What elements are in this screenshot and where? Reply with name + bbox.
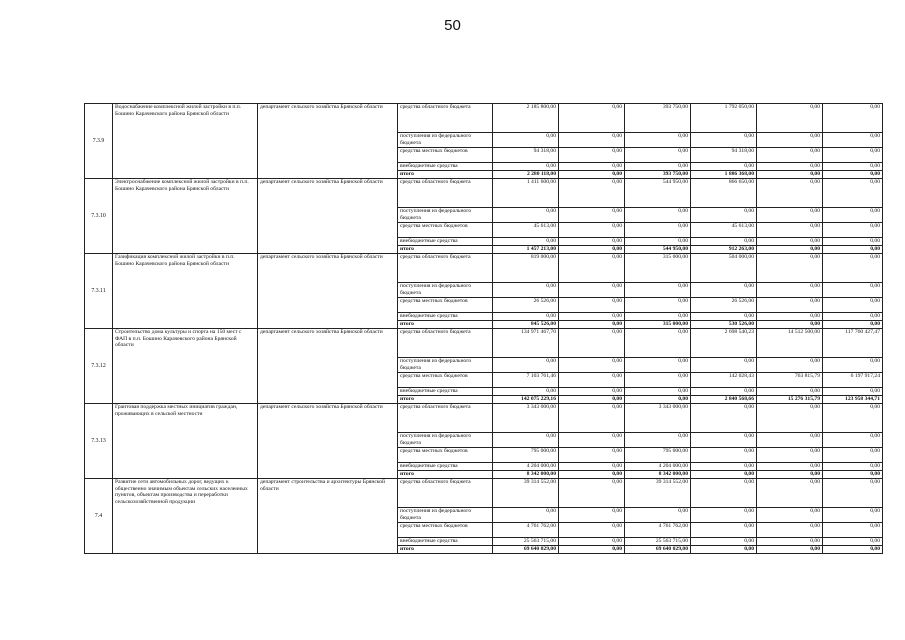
amount-cell: 0,00 [559,148,625,163]
amount-cell: 0,00 [823,283,883,298]
amount-cell: 0,00 [559,208,625,223]
amount-cell: 0,00 [691,133,757,148]
amount-cell: 0,00 [493,433,559,448]
amount-cell: 8 342 000,00 [493,471,559,479]
amount-cell: 0,00 [757,388,823,396]
item-name: Газификация комплексной жилой застройки в п.п. Бошино Карачевского района Брянской области [113,254,258,329]
amount-cell: 0,00 [625,433,691,448]
amount-cell: 0,00 [691,463,757,471]
amount-cell: 0,00 [823,538,883,546]
amount-cell: 15 276 315,79 [757,396,823,404]
table-row [85,254,883,283]
amount-cell: 0,00 [559,471,625,479]
amount-cell: 0,00 [559,104,625,133]
funding-source: средства местных бюджетов [398,148,493,163]
amount-cell: 0,00 [757,523,823,538]
amount-cell: 0,00 [823,471,883,479]
amount-cell: 3 343 000,00 [625,404,691,433]
amount-cell: 4 761 762,00 [625,523,691,538]
amount-cell: 0,00 [625,223,691,238]
amount-cell: 3 343 000,00 [493,404,559,433]
item-name: Электроснабжение комплексной жилой застройки в п.п. Бошино Карачевского района Брянской области [113,179,258,254]
amount-cell: 0,00 [757,254,823,283]
amount-cell: 0,00 [559,223,625,238]
amount-cell: 0,00 [625,373,691,388]
amount-cell: 4 204 000,00 [493,463,559,471]
amount-cell: 0,00 [691,508,757,523]
amount-cell: 819 000,00 [493,254,559,283]
amount-cell: 0,00 [823,546,883,554]
amount-cell: 0,00 [559,538,625,546]
funding-source: поступления из федерального бюджета [398,508,493,523]
amount-cell: 0,00 [691,388,757,396]
amount-cell: 0,00 [823,104,883,133]
amount-cell: 0,00 [493,388,559,396]
amount-cell: 0,00 [757,298,823,313]
amount-cell: 142 028,43 [691,373,757,388]
amount-cell: 0,00 [823,508,883,523]
amount-cell: 315 000,00 [625,321,691,329]
amount-cell: 0,00 [823,433,883,448]
amount-cell: 0,00 [691,448,757,463]
amount-cell: 0,00 [559,313,625,321]
amount-cell: 69 640 029,00 [625,546,691,554]
amount-cell: 0,00 [493,208,559,223]
amount-cell: 0,00 [691,163,757,171]
amount-cell: 0,00 [823,388,883,396]
amount-cell: 69 640 029,00 [493,546,559,554]
amount-cell: 0,00 [493,358,559,373]
amount-cell: 0,00 [757,471,823,479]
amount-cell: 4 204 000,00 [625,463,691,471]
item-code: 7.3.10 [85,179,113,254]
amount-cell: 0,00 [559,133,625,148]
amount-cell: 0,00 [625,208,691,223]
amount-cell: 0,00 [625,298,691,313]
amount-cell: 1 886 368,00 [691,171,757,179]
amount-cell: 0,00 [691,208,757,223]
amount-cell: 544 950,00 [625,179,691,208]
amount-cell: 0,00 [823,246,883,254]
funding-source: итого [398,171,493,179]
item-executor: департамент сельского хозяйства Брянской области [258,254,398,329]
amount-cell: 123 958 344,71 [823,396,883,404]
amount-cell: 0,00 [757,246,823,254]
table-row [85,404,883,433]
amount-cell: 866 650,00 [691,179,757,208]
funding-source: итого [398,246,493,254]
amount-cell: 2 280 118,00 [493,171,559,179]
amount-cell: 0,00 [823,463,883,471]
amount-cell: 0,00 [691,471,757,479]
amount-cell: 0,00 [757,479,823,508]
amount-cell: 14 512 500,00 [757,329,823,358]
amount-cell: 0,00 [823,254,883,283]
amount-cell: 0,00 [691,538,757,546]
amount-cell: 4 761 762,00 [493,523,559,538]
funding-source: средства областного бюджета [398,404,493,433]
funding-source: поступления из федерального бюджета [398,433,493,448]
funding-source: поступления из федерального бюджета [398,358,493,373]
item-executor: департамент строительства и архитектуры Брянской области [258,479,398,554]
amount-cell: 0,00 [559,546,625,554]
funding-source: поступления из федерального бюджета [398,133,493,148]
amount-cell: 0,00 [625,329,691,358]
amount-cell: 0,00 [757,433,823,448]
funding-source: внебюджетные средства [398,463,493,471]
funding-source: итого [398,321,493,329]
amount-cell: 0,00 [823,208,883,223]
funding-source: средства местных бюджетов [398,298,493,313]
amount-cell: 0,00 [757,163,823,171]
amount-cell: 0,00 [625,148,691,163]
amount-cell: 0,00 [625,238,691,246]
table-row [85,104,883,133]
funding-source: средства областного бюджета [398,479,493,508]
item-executor: департамент сельского хозяйства Брянской области [258,329,398,404]
amount-cell: 393 750,00 [625,104,691,133]
item-code: 7.3.13 [85,404,113,479]
item-name: Грантовая поддержка местных инициатив граждан, проживающих в сельской местности [113,404,258,479]
amount-cell: 0,00 [691,479,757,508]
amount-cell: 0,00 [559,321,625,329]
amount-cell: 45 613,00 [691,223,757,238]
amount-cell: 0,00 [559,238,625,246]
amount-cell: 0,00 [559,388,625,396]
amount-cell: 0,00 [823,321,883,329]
amount-cell: 0,00 [757,546,823,554]
amount-cell: 0,00 [823,479,883,508]
amount-cell: 0,00 [625,133,691,148]
funding-source: средства областного бюджета [398,254,493,283]
amount-cell: 0,00 [625,358,691,373]
funding-source: внебюджетные средства [398,163,493,171]
amount-cell: 912 263,00 [691,246,757,254]
amount-cell: 0,00 [757,171,823,179]
funding-source: средства областного бюджета [398,104,493,133]
amount-cell: 795 000,00 [625,448,691,463]
item-executor: департамент сельского хозяйства Брянской области [258,104,398,179]
amount-cell: 2 698 540,23 [691,329,757,358]
amount-cell: 8 342 000,00 [625,471,691,479]
amount-cell: 0,00 [625,313,691,321]
funding-source: внебюджетные средства [398,238,493,246]
amount-cell: 0,00 [559,523,625,538]
item-name: Развитие сети автомобильных дорог, ведущих к общественно значимым объектам сельских населенных пунктов, объектам производства и переработки сельскохозяйственной продукции [113,479,258,554]
amount-cell: 94 318,00 [691,148,757,163]
amount-cell: 0,00 [559,298,625,313]
amount-cell: 0,00 [757,321,823,329]
amount-cell: 0,00 [559,246,625,254]
funding-source: итого [398,471,493,479]
amount-cell: 0,00 [823,163,883,171]
amount-cell: 0,00 [559,163,625,171]
funding-source: поступления из федерального бюджета [398,283,493,298]
amount-cell: 0,00 [823,238,883,246]
amount-cell: 0,00 [823,404,883,433]
amount-cell: 795 000,00 [493,448,559,463]
amount-cell: 7 103 761,46 [493,373,559,388]
amount-cell: 0,00 [757,283,823,298]
amount-cell: 530 526,00 [691,321,757,329]
amount-cell: 1 411 600,00 [493,179,559,208]
item-executor: департамент сельского хозяйства Брянской области [258,404,398,479]
amount-cell: 0,00 [493,283,559,298]
amount-cell: 544 950,00 [625,246,691,254]
table-row [85,329,883,358]
item-code: 7.3.9 [85,104,113,179]
funding-source: средства местных бюджетов [398,523,493,538]
amount-cell: 0,00 [559,254,625,283]
table-row [85,179,883,208]
amount-cell: 0,00 [757,404,823,433]
amount-cell: 142 075 229,16 [493,396,559,404]
amount-cell: 1 457 213,00 [493,246,559,254]
budget-table [84,103,883,554]
amount-cell: 0,00 [757,508,823,523]
amount-cell: 0,00 [823,358,883,373]
amount-cell: 393 750,00 [625,171,691,179]
amount-cell: 26 526,00 [493,298,559,313]
amount-cell: 0,00 [691,238,757,246]
item-code: 7.3.12 [85,329,113,404]
amount-cell: 0,00 [757,179,823,208]
amount-cell: 315 000,00 [625,254,691,283]
funding-source: внебюджетные средства [398,388,493,396]
amount-cell: 0,00 [559,358,625,373]
amount-cell: 134 971 467,70 [493,329,559,358]
amount-cell: 0,00 [757,104,823,133]
amount-cell: 45 613,00 [493,223,559,238]
amount-cell: 94 318,00 [493,148,559,163]
amount-cell: 0,00 [757,223,823,238]
amount-cell: 845 526,00 [493,321,559,329]
amount-cell: 25 563 715,00 [625,538,691,546]
item-name: Строительство дома культуры и спорта на 150 мест с ФАП в п.п. Бошино Карачевского района Брянской области [113,329,258,404]
funding-source: средства областного бюджета [398,179,493,208]
page-number: 50 [444,17,461,34]
amount-cell: 0,00 [691,313,757,321]
amount-cell: 504 000,00 [691,254,757,283]
amount-cell: 0,00 [559,404,625,433]
funding-source: средства местных бюджетов [398,373,493,388]
amount-cell: 0,00 [625,388,691,396]
amount-cell: 0,00 [823,171,883,179]
amount-cell: 0,00 [493,313,559,321]
item-name: Водоснабжение комплексной жилой застройки в п.п. Бошино Карачевского района Брянской области [113,104,258,179]
amount-cell: 0,00 [559,479,625,508]
amount-cell: 2 840 568,66 [691,396,757,404]
table-row [85,479,883,508]
funding-source: внебюджетные средства [398,538,493,546]
funding-source: поступления из федерального бюджета [398,208,493,223]
amount-cell: 0,00 [691,283,757,298]
amount-cell: 0,00 [625,283,691,298]
amount-cell: 0,00 [823,448,883,463]
amount-cell: 0,00 [823,179,883,208]
amount-cell: 0,00 [559,373,625,388]
amount-cell: 763 815,79 [757,373,823,388]
funding-source: средства областного бюджета [398,329,493,358]
amount-cell: 25 563 715,00 [493,538,559,546]
amount-cell: 0,00 [559,448,625,463]
amount-cell: 6 197 917,24 [823,373,883,388]
amount-cell: 0,00 [757,448,823,463]
item-code: 7.4 [85,479,113,554]
amount-cell: 0,00 [823,298,883,313]
item-executor: департамент сельского хозяйства Брянской области [258,179,398,254]
amount-cell: 0,00 [559,396,625,404]
amount-cell: 0,00 [691,546,757,554]
amount-cell: 0,00 [493,238,559,246]
funding-source: итого [398,546,493,554]
amount-cell: 0,00 [625,508,691,523]
amount-cell: 0,00 [625,396,691,404]
amount-cell: 0,00 [823,223,883,238]
funding-source: итого [398,396,493,404]
amount-cell: 0,00 [559,433,625,448]
amount-cell: 0,00 [559,329,625,358]
amount-cell: 2 185 800,00 [493,104,559,133]
amount-cell: 26 526,00 [691,298,757,313]
amount-cell: 0,00 [493,508,559,523]
amount-cell: 0,00 [757,208,823,223]
amount-cell: 0,00 [559,283,625,298]
amount-cell: 1 792 050,00 [691,104,757,133]
amount-cell: 0,00 [757,238,823,246]
amount-cell: 0,00 [757,313,823,321]
amount-cell: 0,00 [757,463,823,471]
amount-cell: 0,00 [559,179,625,208]
amount-cell: 0,00 [559,508,625,523]
amount-cell: 0,00 [559,463,625,471]
amount-cell: 0,00 [823,313,883,321]
amount-cell: 0,00 [757,538,823,546]
item-code: 7.3.11 [85,254,113,329]
amount-cell: 117 760 427,47 [823,329,883,358]
amount-cell: 39 314 552,00 [493,479,559,508]
amount-cell: 0,00 [823,523,883,538]
amount-cell: 0,00 [625,163,691,171]
funding-source: средства местных бюджетов [398,223,493,238]
amount-cell: 39 314 552,00 [625,479,691,508]
amount-cell: 0,00 [757,133,823,148]
amount-cell: 0,00 [691,433,757,448]
amount-cell: 0,00 [757,358,823,373]
funding-source: средства местных бюджетов [398,448,493,463]
amount-cell: 0,00 [559,171,625,179]
amount-cell: 0,00 [493,163,559,171]
amount-cell: 0,00 [691,358,757,373]
funding-source: внебюджетные средства [398,313,493,321]
amount-cell: 0,00 [823,148,883,163]
amount-cell: 0,00 [757,148,823,163]
amount-cell: 0,00 [691,404,757,433]
amount-cell: 0,00 [691,523,757,538]
amount-cell: 0,00 [493,133,559,148]
amount-cell: 0,00 [823,133,883,148]
